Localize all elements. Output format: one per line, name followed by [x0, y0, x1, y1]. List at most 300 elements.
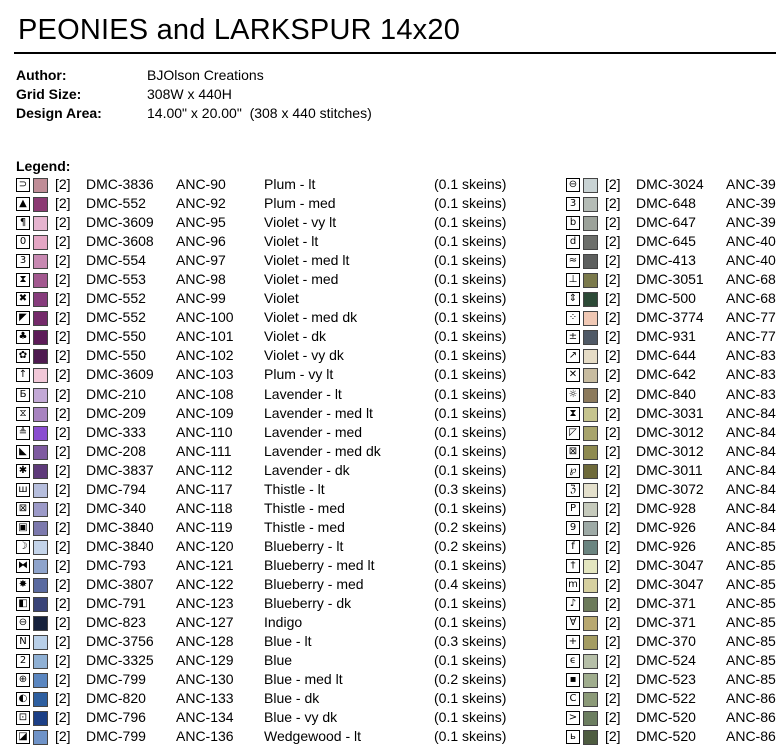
dmc-code: DMC-554 — [86, 252, 146, 269]
anchor-code: ANC-118 — [176, 499, 233, 516]
color-swatch — [33, 673, 48, 688]
dmc-code: DMC-794 — [86, 480, 146, 497]
skein-amount: (0.1 skeins) — [434, 728, 507, 745]
stitch-symbol: ▲ — [16, 197, 30, 211]
anchor-code: ANC-85 — [726, 652, 776, 669]
color-swatch — [33, 254, 48, 269]
stitch-symbol: ◤ — [16, 311, 30, 325]
strand-count: [2] — [605, 366, 621, 383]
color-swatch — [583, 483, 598, 498]
skein-amount: (0.1 skeins) — [434, 404, 507, 421]
color-swatch — [33, 711, 48, 726]
anchor-code: ANC-84 — [726, 404, 776, 421]
strand-count: [2] — [605, 442, 621, 459]
stitch-symbol: ⊥ — [566, 273, 580, 287]
dmc-code: DMC-648 — [636, 195, 696, 212]
color-swatch — [583, 273, 598, 288]
strand-count: [2] — [605, 633, 621, 650]
dmc-code: DMC-3608 — [86, 233, 154, 250]
color-swatch — [583, 521, 598, 536]
color-swatch — [33, 502, 48, 517]
color-swatch — [33, 483, 48, 498]
author-label: Author: — [16, 67, 67, 83]
strand-count: [2] — [55, 461, 71, 478]
dmc-code: DMC-371 — [636, 614, 696, 631]
anchor-code: ANC-84 — [726, 461, 776, 478]
color-swatch — [583, 349, 598, 364]
stitch-symbol: ¶ — [16, 216, 30, 230]
color-swatch — [583, 559, 598, 574]
color-name: Violet - med lt — [264, 252, 350, 269]
strand-count: [2] — [605, 423, 621, 440]
stitch-symbol: ⊠ — [16, 502, 30, 516]
color-swatch — [33, 730, 48, 745]
stitch-symbol: ϵ — [566, 654, 580, 668]
dmc-code: DMC-3072 — [636, 480, 704, 497]
color-swatch — [33, 349, 48, 364]
dmc-code: DMC-3031 — [636, 404, 704, 421]
dmc-code: DMC-3012 — [636, 442, 704, 459]
dmc-code: DMC-3012 — [636, 423, 704, 440]
anchor-code: ANC-40 — [726, 233, 776, 250]
color-name: Blue - vy dk — [264, 709, 338, 726]
stitch-symbol: ▣ — [16, 521, 30, 535]
strand-count: [2] — [605, 614, 621, 631]
stitch-symbol: ✿ — [16, 349, 30, 363]
strand-count: [2] — [605, 176, 621, 192]
strand-count: [2] — [55, 423, 71, 440]
skein-amount: (0.3 skeins) — [434, 633, 507, 650]
anchor-code: ANC-123 — [176, 595, 234, 612]
strand-count: [2] — [605, 328, 621, 345]
dmc-code: DMC-644 — [636, 347, 696, 364]
dmc-code: DMC-3047 — [636, 575, 704, 592]
strand-count: [2] — [605, 518, 621, 535]
stitch-symbol: ь — [566, 730, 580, 744]
skein-amount: (0.1 skeins) — [434, 595, 507, 612]
anchor-code: ANC-86 — [726, 690, 776, 707]
skein-amount: (0.1 skeins) — [434, 652, 507, 669]
dmc-code: DMC-522 — [636, 690, 696, 707]
anchor-code: ANC-109 — [176, 404, 234, 421]
dmc-code: DMC-3047 — [636, 556, 704, 573]
anchor-code: ANC-99 — [176, 290, 226, 307]
stitch-symbol: + — [566, 635, 580, 649]
color-swatch — [583, 597, 598, 612]
color-name: Blue - dk — [264, 690, 320, 707]
dmc-code: DMC-3836 — [86, 176, 154, 192]
pattern-info — [16, 66, 372, 123]
pattern-title: PEONIES and LARKSPUR 14x20 — [18, 14, 461, 46]
color-swatch — [583, 616, 598, 631]
color-swatch — [33, 368, 48, 383]
stitch-symbol: 3 — [16, 254, 30, 268]
skein-amount: (0.3 skeins) — [434, 480, 507, 497]
anchor-code: ANC-84 — [726, 442, 776, 459]
color-name: Lavender - med — [264, 423, 363, 440]
anchor-code: ANC-133 — [176, 690, 234, 707]
skein-amount: (0.1 skeins) — [434, 366, 507, 383]
anchor-code: ANC-119 — [176, 518, 233, 535]
color-swatch — [583, 311, 598, 326]
dmc-code: DMC-413 — [636, 252, 696, 269]
color-swatch — [583, 426, 598, 441]
dmc-code: DMC-3807 — [86, 575, 154, 592]
anchor-code: ANC-128 — [176, 633, 234, 650]
anchor-code: ANC-101 — [176, 328, 234, 345]
stitch-symbol: ↗ — [566, 349, 580, 363]
anchor-code: ANC-112 — [176, 461, 233, 478]
color-name: Blueberry - dk — [264, 595, 352, 612]
skein-amount: (0.1 skeins) — [434, 176, 507, 192]
anchor-code: ANC-136 — [176, 728, 234, 745]
stitch-symbol: ш — [16, 483, 30, 497]
color-swatch — [583, 502, 598, 517]
dmc-code: DMC-3609 — [86, 214, 154, 231]
strand-count: [2] — [605, 347, 621, 364]
skein-amount: (0.4 skeins) — [434, 575, 507, 592]
stitch-symbol: ✖ — [16, 292, 30, 306]
color-name: Plum - med — [264, 195, 336, 212]
dmc-code: DMC-820 — [86, 690, 146, 707]
stitch-symbol: ⊖ — [16, 616, 30, 630]
color-swatch — [33, 292, 48, 307]
strand-count: [2] — [605, 309, 621, 326]
anchor-code: ANC-84 — [726, 480, 776, 497]
stitch-symbol: ± — [566, 330, 580, 344]
stitch-symbol: 0 — [16, 235, 30, 249]
anchor-code: ANC-85 — [726, 556, 776, 573]
strand-count: [2] — [605, 461, 621, 478]
stitch-symbol: > — [566, 711, 580, 725]
skein-amount: (0.2 skeins) — [434, 537, 507, 554]
design-area-value: 14.00" x 20.00" (308 x 440 stitches) — [147, 105, 372, 121]
dmc-code: DMC-799 — [86, 728, 146, 745]
dmc-code: DMC-520 — [636, 728, 696, 745]
skein-amount: (0.1 skeins) — [434, 252, 507, 269]
stitch-symbol: ♣ — [16, 330, 30, 344]
color-swatch — [583, 178, 598, 193]
strand-count: [2] — [55, 195, 71, 212]
anchor-code: ANC-84 — [726, 499, 776, 516]
color-swatch — [583, 216, 598, 231]
color-name: Plum - lt — [264, 176, 316, 192]
anchor-code: ANC-85 — [726, 537, 776, 554]
strand-count: [2] — [55, 556, 71, 573]
stitch-symbol: ☽ — [16, 540, 30, 554]
stitch-symbol: ◐ — [16, 692, 30, 706]
stitch-symbol: ⊖ — [566, 178, 580, 192]
stitch-symbol: ◧ — [16, 597, 30, 611]
dmc-code: DMC-3837 — [86, 461, 154, 478]
dmc-code: DMC-3325 — [86, 652, 154, 669]
strand-count: [2] — [605, 233, 621, 250]
stitch-symbol: ⧗ — [16, 273, 30, 287]
strand-count: [2] — [55, 366, 71, 383]
anchor-code: ANC-134 — [176, 709, 234, 726]
strand-count: [2] — [605, 290, 621, 307]
color-name: Violet - med dk — [264, 309, 358, 326]
color-swatch — [33, 235, 48, 250]
dmc-code: DMC-553 — [86, 271, 146, 288]
color-swatch — [33, 521, 48, 536]
stitch-symbol: ✱ — [16, 464, 30, 478]
author-row — [16, 66, 372, 85]
color-swatch — [583, 388, 598, 403]
anchor-code: ANC-39 — [726, 214, 776, 231]
color-swatch — [583, 692, 598, 707]
stitch-symbol: P — [566, 502, 580, 516]
anchor-code: ANC-86 — [726, 709, 776, 726]
strand-count: [2] — [55, 309, 71, 326]
strand-count: [2] — [55, 652, 71, 669]
color-name: Lavender - lt — [264, 385, 342, 402]
dmc-code: DMC-840 — [636, 385, 696, 402]
dmc-code: DMC-550 — [86, 328, 146, 345]
strand-count: [2] — [55, 214, 71, 231]
stitch-symbol: Б — [16, 388, 30, 402]
skein-amount: (0.1 skeins) — [434, 499, 507, 516]
dmc-code: DMC-371 — [636, 595, 696, 612]
anchor-code: ANC-77 — [726, 328, 776, 345]
color-name: Thistle - med — [264, 499, 345, 516]
anchor-code: ANC-92 — [176, 195, 226, 212]
strand-count: [2] — [55, 728, 71, 745]
stitch-symbol: 2 — [16, 654, 30, 668]
color-swatch — [583, 673, 598, 688]
strand-count: [2] — [605, 709, 621, 726]
color-swatch — [33, 426, 48, 441]
strand-count: [2] — [605, 195, 621, 212]
color-swatch — [583, 197, 598, 212]
color-name: Thistle - med — [264, 518, 345, 535]
dmc-code: DMC-928 — [636, 499, 696, 516]
stitch-symbol: ⊃ — [16, 178, 30, 192]
skein-amount: (0.1 skeins) — [434, 556, 507, 573]
anchor-code: ANC-117 — [176, 480, 233, 497]
color-name: Violet — [264, 290, 299, 307]
strand-count: [2] — [55, 671, 71, 688]
anchor-code: ANC-95 — [176, 214, 226, 231]
anchor-code: ANC-127 — [176, 614, 234, 631]
grid-size-row — [16, 85, 372, 104]
stitch-symbol: ▪ — [566, 673, 580, 687]
dmc-code: DMC-791 — [86, 595, 146, 612]
skein-amount: (0.1 skeins) — [434, 614, 507, 631]
anchor-code: ANC-77 — [726, 309, 776, 326]
strand-count: [2] — [605, 652, 621, 669]
dmc-code: DMC-208 — [86, 442, 146, 459]
anchor-code: ANC-98 — [176, 271, 226, 288]
anchor-code: ANC-83 — [726, 385, 776, 402]
color-swatch — [33, 578, 48, 593]
design-area-label: Design Area: — [16, 105, 102, 121]
dmc-code: DMC-520 — [636, 709, 696, 726]
anchor-code: ANC-103 — [176, 366, 234, 383]
skein-amount: (0.1 skeins) — [434, 423, 507, 440]
strand-count: [2] — [605, 404, 621, 421]
anchor-code: ANC-85 — [726, 633, 776, 650]
title-divider — [14, 52, 776, 54]
strand-count: [2] — [605, 690, 621, 707]
color-name: Violet - dk — [264, 328, 326, 345]
dmc-code: DMC-823 — [86, 614, 146, 631]
strand-count: [2] — [605, 480, 621, 497]
dmc-code: DMC-793 — [86, 556, 146, 573]
strand-count: [2] — [55, 328, 71, 345]
dmc-code: DMC-796 — [86, 709, 146, 726]
skein-amount: (0.1 skeins) — [434, 309, 507, 326]
anchor-code: ANC-102 — [176, 347, 234, 364]
dmc-code: DMC-3609 — [86, 366, 154, 383]
color-name: Blue - med lt — [264, 671, 343, 688]
skein-amount: (0.1 skeins) — [434, 690, 507, 707]
anchor-code: ANC-68 — [726, 271, 776, 288]
strand-count: [2] — [55, 404, 71, 421]
dmc-code: DMC-926 — [636, 537, 696, 554]
anchor-code: ANC-96 — [176, 233, 226, 250]
anchor-code: ANC-68 — [726, 290, 776, 307]
strand-count: [2] — [55, 690, 71, 707]
dmc-code: DMC-645 — [636, 233, 696, 250]
color-swatch — [33, 311, 48, 326]
stitch-symbol: d — [566, 235, 580, 249]
color-swatch — [33, 635, 48, 650]
color-swatch — [33, 273, 48, 288]
dmc-code: DMC-333 — [86, 423, 146, 440]
anchor-code: ANC-39 — [726, 176, 776, 192]
stitch-symbol: ✕ — [566, 368, 580, 382]
strand-count: [2] — [55, 385, 71, 402]
legend-title: Legend: — [16, 158, 71, 174]
stitch-symbol: b — [566, 216, 580, 230]
dmc-code: DMC-3051 — [636, 271, 704, 288]
color-swatch — [583, 635, 598, 650]
anchor-code: ANC-83 — [726, 366, 776, 383]
stitch-symbol: ◣ — [16, 445, 30, 459]
stitch-symbol: C — [566, 692, 580, 706]
anchor-code: ANC-97 — [176, 252, 226, 269]
author-value: BJOlson Creations — [147, 67, 264, 83]
strand-count: [2] — [605, 499, 621, 516]
skein-amount: (0.1 skeins) — [434, 442, 507, 459]
anchor-code: ANC-85 — [726, 595, 776, 612]
color-name: Violet - lt — [264, 233, 319, 250]
anchor-code: ANC-121 — [176, 556, 234, 573]
anchor-code: ANC-84 — [726, 423, 776, 440]
stitch-symbol: N — [16, 635, 30, 649]
strand-count: [2] — [55, 176, 71, 192]
color-swatch — [33, 692, 48, 707]
color-swatch — [33, 178, 48, 193]
dmc-code: DMC-931 — [636, 328, 696, 345]
skein-amount: (0.1 skeins) — [434, 328, 507, 345]
anchor-code: ANC-83 — [726, 347, 776, 364]
stitch-symbol: ⊠ — [566, 445, 580, 459]
anchor-code: ANC-120 — [176, 537, 234, 554]
grid-size-value: 308W x 440H — [147, 86, 232, 102]
dmc-code: DMC-3840 — [86, 537, 154, 554]
color-name: Lavender - med dk — [264, 442, 381, 459]
strand-count: [2] — [55, 595, 71, 612]
dmc-code: DMC-524 — [636, 652, 696, 669]
stitch-symbol: ≈ — [566, 254, 580, 268]
stitch-symbol: 3 — [566, 197, 580, 211]
color-swatch — [583, 445, 598, 460]
stitch-symbol: † — [566, 559, 580, 573]
stitch-symbol: 9 — [566, 521, 580, 535]
stitch-symbol: ⧖ — [16, 407, 30, 421]
dmc-code: DMC-552 — [86, 309, 146, 326]
skein-amount: (0.1 skeins) — [434, 195, 507, 212]
anchor-code: ANC-122 — [176, 575, 234, 592]
skein-amount: (0.1 skeins) — [434, 290, 507, 307]
stitch-symbol: ◸ — [566, 426, 580, 440]
anchor-code: ANC-110 — [176, 423, 233, 440]
dmc-code: DMC-3774 — [636, 309, 704, 326]
dmc-code: DMC-370 — [636, 633, 696, 650]
strand-count: [2] — [55, 480, 71, 497]
dmc-code: DMC-642 — [636, 366, 696, 383]
dmc-code: DMC-926 — [636, 518, 696, 535]
color-swatch — [33, 330, 48, 345]
dmc-code: DMC-550 — [86, 347, 146, 364]
color-swatch — [583, 711, 598, 726]
color-name: Blue - lt — [264, 633, 312, 650]
stitch-symbol: m — [566, 578, 580, 592]
color-name: Lavender - dk — [264, 461, 350, 478]
skein-amount: (0.1 skeins) — [434, 233, 507, 250]
strand-count: [2] — [55, 499, 71, 516]
anchor-code: ANC-85 — [726, 575, 776, 592]
color-swatch — [33, 407, 48, 422]
color-swatch — [583, 540, 598, 555]
strand-count: [2] — [605, 671, 621, 688]
design-area-row — [16, 104, 372, 123]
grid-size-label: Grid Size: — [16, 86, 82, 102]
stitch-symbol: ♪ — [566, 597, 580, 611]
stitch-symbol: ⇕ — [566, 292, 580, 306]
color-name: Violet - vy dk — [264, 347, 344, 364]
color-swatch — [583, 407, 598, 422]
dmc-code: DMC-210 — [86, 385, 146, 402]
anchor-code: ANC-84 — [726, 518, 776, 535]
dmc-code: DMC-3024 — [636, 176, 704, 192]
dmc-code: DMC-3840 — [86, 518, 154, 535]
color-name: Blueberry - med — [264, 575, 364, 592]
color-swatch — [583, 330, 598, 345]
color-name: Indigo — [264, 614, 303, 631]
anchor-code: ANC-85 — [726, 614, 776, 631]
color-swatch — [33, 654, 48, 669]
strand-count: [2] — [55, 442, 71, 459]
color-swatch — [33, 616, 48, 631]
stitch-symbol: ✸ — [16, 578, 30, 592]
strand-count: [2] — [55, 614, 71, 631]
color-swatch — [33, 445, 48, 460]
strand-count: [2] — [605, 537, 621, 554]
dmc-code: DMC-552 — [86, 290, 146, 307]
color-name: Violet - vy lt — [264, 214, 337, 231]
skein-amount: (0.1 skeins) — [434, 214, 507, 231]
color-swatch — [33, 540, 48, 555]
color-swatch — [33, 464, 48, 479]
color-name: Thistle - lt — [264, 480, 325, 497]
anchor-code: ANC-108 — [176, 385, 234, 402]
dmc-code: DMC-340 — [86, 499, 146, 516]
strand-count: [2] — [605, 728, 621, 745]
skein-amount: (0.1 skeins) — [434, 461, 507, 478]
